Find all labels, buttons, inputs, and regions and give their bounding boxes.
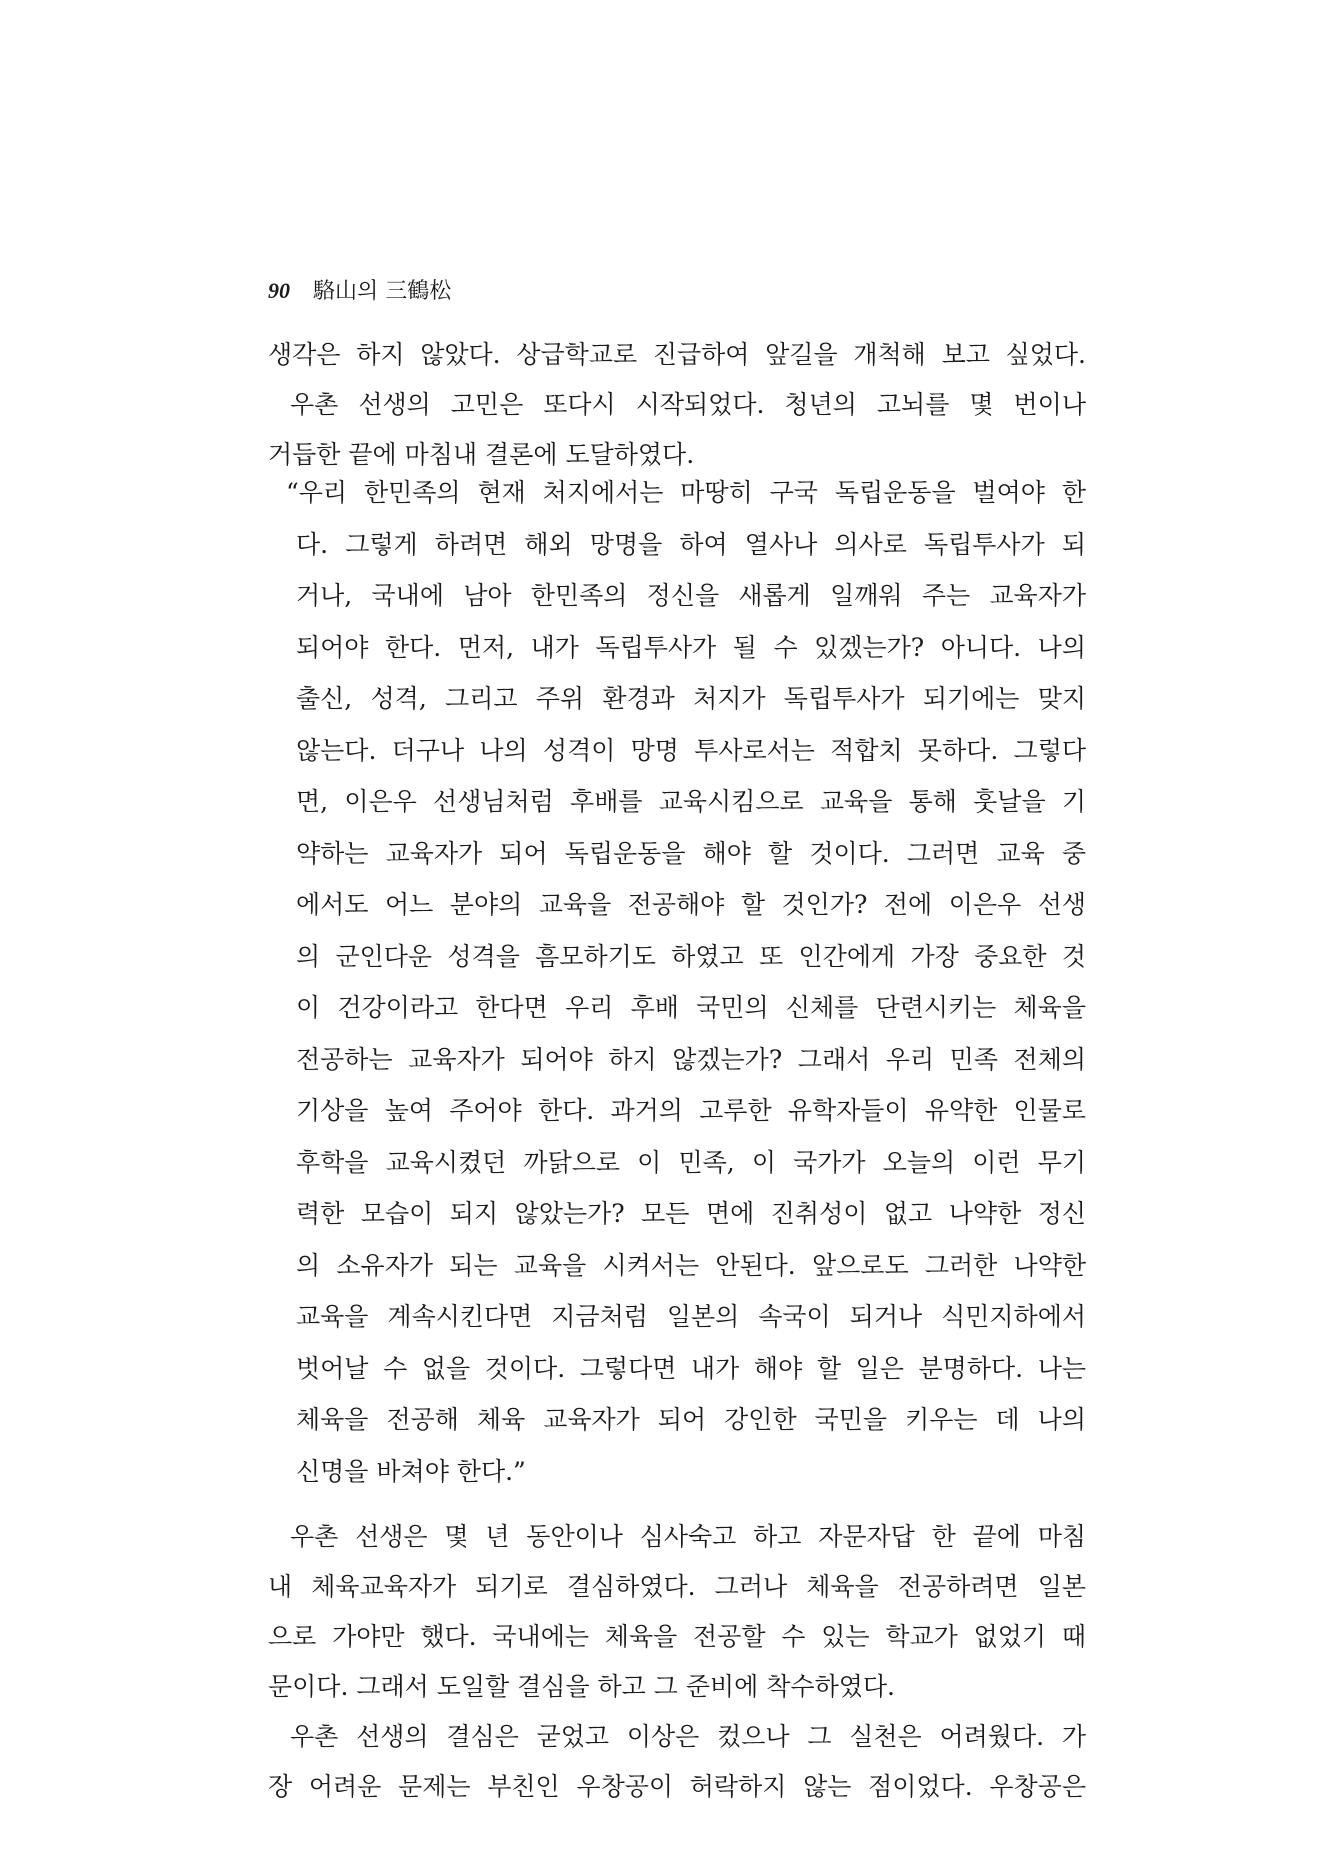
text-line: 우촌 선생의 고민은 또다시 시작되었다. 청년의 고뇌를 몇 번이나 [290, 390, 1086, 419]
text-line: 않는다. 더구나 나의 성격이 망명 투사로서는 적합치 못하다. 그렇다 [296, 735, 1086, 765]
text-line: “우리 한민족의 현재 처지에서는 마땅히 구국 독립운동을 벌여야 한 [286, 478, 1086, 507]
page-header [268, 276, 451, 307]
text-line: 내 체육교육자가 되기로 결심하였다. 그러나 체육을 전공하려면 일본 [268, 1572, 1086, 1601]
text-line: 거듭한 끝에 마침내 결론에 도달하였다. [268, 440, 695, 469]
text-line: 력한 모습이 되지 않았는가? 모든 면에 진취성이 없고 나약한 정신 [296, 1199, 1086, 1228]
text-line: 의 군인다운 성격을 흠모하기도 하였고 또 인간에게 가장 중요한 것 [296, 941, 1086, 971]
text-line: 면, 이은우 선생님처럼 후배를 교육시킴으로 교육을 통해 훗날을 기 [296, 787, 1086, 816]
text-line: 우촌 선생은 몇 년 동안이나 심사숙고 하고 자문자답 한 끝에 마침 [290, 1522, 1086, 1551]
text-line: 에서도 어느 분야의 교육을 전공해야 할 것인가? 전에 이은우 선생 [296, 890, 1086, 919]
text-line: 의 소유자가 되는 교육을 시켜서는 안된다. 앞으로도 그러한 나약한 [296, 1250, 1086, 1280]
text-line: 되어야 한다. 먼저, 내가 독립투사가 될 수 있겠는가? 아니다. 나의 [296, 632, 1086, 662]
text-line: 전공하는 교육자가 되어야 하지 않겠는가? 그래서 우리 민족 전체의 [296, 1044, 1086, 1074]
text-line: 출신, 성격, 그리고 주위 환경과 처지가 독립투사가 되기에는 맞지 [296, 684, 1086, 713]
text-line: 문이다. 그래서 도일할 결심을 하고 그 준비에 착수하였다. [268, 1672, 895, 1701]
text-line: 다. 그렇게 하려면 해외 망명을 하여 열사나 의사로 독립투사가 되 [296, 529, 1086, 559]
text-line: 우촌 선생의 결심은 굳었고 이상은 컸으나 그 실천은 어려웠다. 가 [290, 1722, 1086, 1751]
page-number: 90 [268, 278, 290, 303]
text-line: 기상을 높여 주어야 한다. 과거의 고루한 유학자들이 유약한 인물로 [296, 1096, 1086, 1125]
text-line: 이 건강이라고 한다면 우리 후배 국민의 신체를 단련시키는 체육을 [296, 993, 1086, 1022]
text-line: 체육을 전공해 체육 교육자가 되어 강인한 국민을 키우는 데 나의 [296, 1405, 1086, 1434]
text-line: 으로 가야만 했다. 국내에는 체육을 전공할 수 있는 학교가 없었기 때 [268, 1622, 1086, 1651]
text-line: 약하는 교육자가 되어 독립운동을 해야 할 것이다. 그러면 교육 중 [296, 838, 1086, 868]
quoted-monologue [286, 467, 1086, 1497]
text-line: 벗어날 수 없을 것이다. 그렇다면 내가 해야 할 일은 분명하다. 나는 [296, 1353, 1086, 1383]
text-line: 신명을 바쳐야 한다.” [296, 1456, 526, 1486]
text-line: 장 어려운 문제는 부친인 우창공이 허락하지 않는 점이었다. 우창공은 [268, 1772, 1086, 1801]
closing-paragraph [268, 1512, 1086, 1812]
intro-paragraph [268, 330, 1086, 480]
text-line: 거나, 국내에 남아 한민족의 정신을 새롭게 일깨워 주는 교육자가 [296, 581, 1086, 610]
book-title: 駱山의 三鶴松 [313, 279, 452, 304]
text-line: 생각은 하지 않았다. 상급학교로 진급하여 앞길을 개척해 보고 싶었다. [268, 340, 1086, 369]
text-line: 교육을 계속시킨다면 지금처럼 일본의 속국이 되거나 식민지하에서 [296, 1302, 1086, 1331]
text-line: 후학을 교육시켰던 까닭으로 이 민족, 이 국가가 오늘의 이런 무기 [296, 1147, 1086, 1177]
